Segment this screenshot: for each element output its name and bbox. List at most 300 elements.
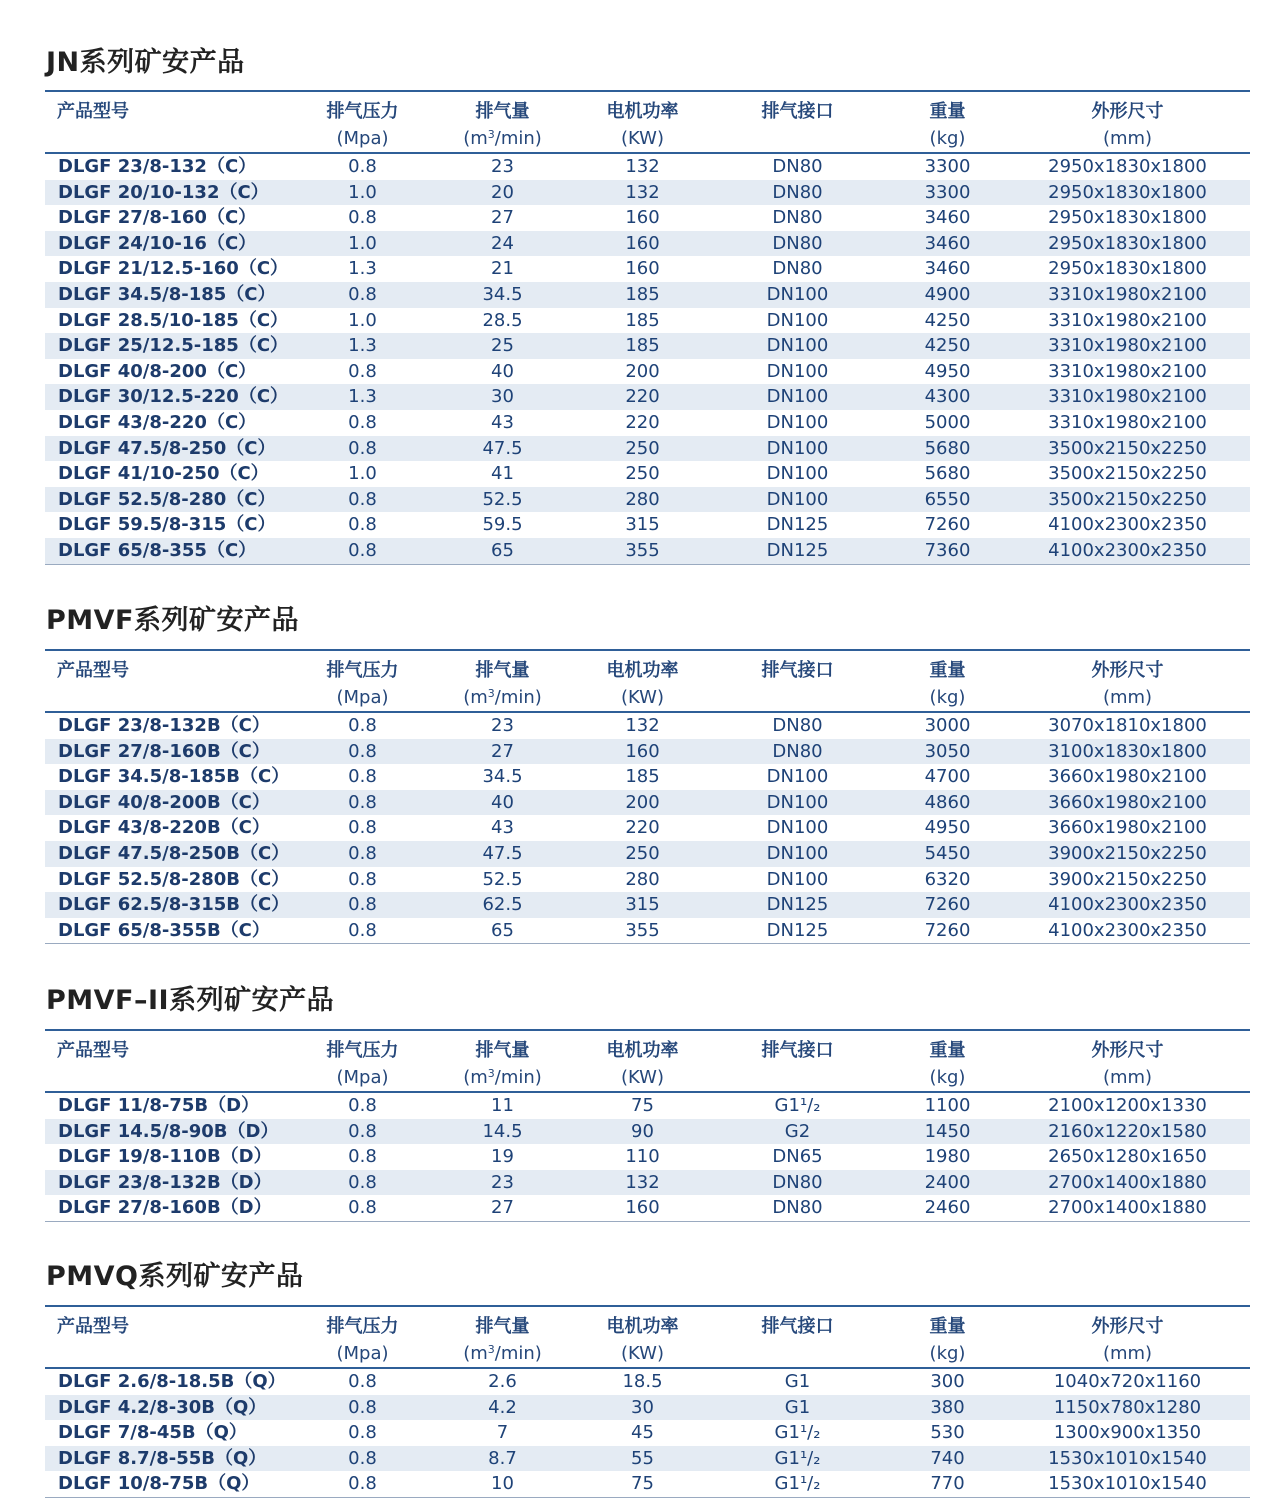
header-model-label: 产品型号: [57, 101, 129, 122]
table-cell: 55: [631, 1447, 654, 1469]
table-cell: 47.5: [482, 437, 523, 459]
table-cell: 160: [625, 207, 660, 229]
table-cell: DLGF 47.5/8-250（C）: [58, 437, 276, 459]
table-cell: 0.8: [348, 1120, 377, 1142]
header-outlet: [725, 1313, 870, 1340]
header-model-label: 产品型号: [57, 1040, 129, 1061]
table-cell: 1.3: [348, 386, 377, 408]
table-row: [45, 841, 1250, 867]
table-cell: DN80: [772, 207, 823, 229]
header-outlet: [725, 1037, 870, 1064]
table-cell: 2400: [924, 1171, 971, 1193]
table-cell: DLGF 34.5/8-185B（C）: [58, 766, 290, 788]
table-cell: 0.8: [348, 1146, 377, 1168]
table-cell: 0.8: [348, 919, 377, 941]
table-cell: 4700: [924, 766, 971, 788]
table-cell: 59.5: [482, 514, 523, 536]
header-flow: [435, 1037, 570, 1091]
header-size-label: 外形尺寸: [1091, 1316, 1164, 1337]
table-cell: 0.8: [348, 1473, 377, 1495]
header-power: [575, 657, 710, 711]
header-pressure-label: 排气压力: [326, 101, 399, 122]
table-cell: 1450: [924, 1120, 971, 1142]
table-cell: 27: [491, 207, 514, 229]
table-cell: 24: [491, 232, 514, 254]
table-cell: DLGF 23/8-132（C）: [58, 156, 257, 177]
table-cell: 4950: [924, 360, 971, 382]
table-cell: G1: [784, 1396, 811, 1418]
table-cell: 18.5: [622, 1371, 663, 1392]
table-cell: 4100x2300x2350: [1048, 919, 1207, 941]
table-cell: DN125: [766, 514, 829, 536]
table-cell: 185: [625, 283, 660, 305]
table-cell: 132: [625, 1171, 660, 1193]
table-cell: DN125: [766, 894, 829, 916]
header-flow: [435, 1313, 570, 1367]
table-cell: 3460: [924, 207, 971, 229]
header-weight-label: 重量: [929, 1316, 966, 1337]
table-cell: DN80: [772, 232, 823, 254]
table-cell: 1.3: [348, 258, 377, 280]
header-weight-unit: (kg): [929, 1343, 966, 1364]
header-pressure-label: 排气压力: [326, 1040, 399, 1061]
header-weight-label: 重量: [929, 1040, 966, 1061]
table-cell: 4.2: [488, 1396, 517, 1418]
table-body: [45, 1093, 1250, 1222]
table-cell: 41: [491, 463, 514, 485]
table-row: [45, 436, 1250, 462]
table-row: [45, 256, 1250, 282]
table-cell: 1.0: [348, 232, 377, 254]
header-weight-unit: (kg): [929, 1067, 966, 1088]
table-cell: 3000: [924, 715, 971, 736]
table-cell: 1.0: [348, 181, 377, 203]
table-cell: 3310x1980x2100: [1048, 335, 1207, 357]
header-pressure: [295, 1037, 430, 1091]
table-cell: 5450: [924, 842, 971, 864]
table-cell: 2950x1830x1800: [1048, 232, 1207, 254]
table-cell: DLGF 25/12.5-185（C）: [58, 335, 289, 357]
spec-table: [45, 1029, 1250, 1222]
table-cell: 3660x1980x2100: [1048, 791, 1207, 813]
table-cell: 0.8: [348, 539, 377, 561]
table-cell: G2: [784, 1120, 811, 1142]
table-cell: DN80: [772, 258, 823, 280]
table-cell: 132: [625, 181, 660, 203]
table-cell: 250: [625, 437, 660, 459]
table-cell: DN100: [766, 283, 829, 305]
table-cell: 10: [491, 1473, 514, 1495]
table-cell: 0.8: [348, 1171, 377, 1193]
table-cell: 160: [625, 232, 660, 254]
table-cell: 0.8: [348, 715, 377, 736]
table-cell: DLGF 65/8-355（C）: [58, 539, 257, 561]
table-header: [45, 649, 1250, 713]
table-cell: 0.8: [348, 488, 377, 510]
table-row: [45, 739, 1250, 765]
table-cell: DLGF 47.5/8-250B（C）: [58, 842, 290, 864]
header-pressure-unit: (Mpa): [336, 128, 389, 149]
header-flow: [435, 98, 570, 152]
table-cell: 1.0: [348, 463, 377, 485]
table-cell: DLGF 34.5/8-185（C）: [58, 283, 276, 305]
flow-unit-sup: 3: [487, 128, 495, 141]
table-cell: 0.8: [348, 894, 377, 916]
table-cell: DLGF 23/8-132B（C）: [58, 715, 270, 736]
table-body: [45, 1369, 1250, 1498]
table-cell: 0.8: [348, 437, 377, 459]
table-cell: DLGF 52.5/8-280（C）: [58, 488, 276, 510]
table-cell: 3460: [924, 258, 971, 280]
table-cell: DLGF 59.5/8-315（C）: [58, 514, 276, 536]
table-cell: 23: [491, 156, 514, 177]
header-size: [1020, 1313, 1235, 1367]
table-cell: 1530x1010x1540: [1048, 1473, 1207, 1495]
table-cell: DN100: [766, 309, 829, 331]
table-cell: 0.8: [348, 1447, 377, 1469]
table-cell: DLGF 43/8-220（C）: [58, 411, 257, 433]
header-size-label: 外形尺寸: [1091, 1040, 1164, 1061]
header-flow-unit: [435, 1340, 570, 1367]
header-power: [575, 1037, 710, 1091]
table-cell: 3900x2150x2250: [1048, 842, 1207, 864]
table-cell: 75: [631, 1473, 654, 1495]
table-cell: 2950x1830x1800: [1048, 258, 1207, 280]
table-cell: DLGF 65/8-355B（C）: [58, 919, 270, 941]
table-cell: 0.8: [348, 1371, 377, 1392]
header-size-unit: (mm): [1102, 1067, 1153, 1088]
table-cell: DN80: [772, 715, 823, 736]
table-row: [45, 713, 1250, 739]
table-row: [45, 1170, 1250, 1196]
table-cell: 30: [631, 1396, 654, 1418]
header-model: [57, 1313, 257, 1340]
flow-unit-pre: (m: [463, 128, 488, 149]
table-row: [45, 205, 1250, 231]
header-flow: [435, 657, 570, 711]
table-row: [45, 180, 1250, 206]
header-power-label: 电机功率: [606, 1316, 679, 1337]
table-row: [45, 1420, 1250, 1446]
table-cell: 27: [491, 1197, 514, 1219]
header-size-unit: (mm): [1102, 687, 1153, 708]
table-cell: 1.0: [348, 309, 377, 331]
section-title: PMVF–II系列矿安产品: [46, 985, 335, 1016]
section-title: PMVQ系列矿安产品: [46, 1261, 304, 1292]
flow-unit-pre: (m: [463, 1343, 488, 1364]
table-cell: 0.8: [348, 1095, 377, 1116]
table-cell: 2650x1280x1650: [1048, 1146, 1207, 1168]
table-cell: 4100x2300x2350: [1048, 894, 1207, 916]
table-cell: 315: [625, 894, 660, 916]
table-cell: 160: [625, 740, 660, 762]
table-cell: DLGF 27/8-160B（D）: [58, 1197, 272, 1219]
table-row: [45, 282, 1250, 308]
table-cell: 220: [625, 386, 660, 408]
table-cell: 2950x1830x1800: [1048, 156, 1207, 177]
table-body: [45, 713, 1250, 944]
table-cell: DN80: [772, 1171, 823, 1193]
flow-unit-sup: 3: [487, 1067, 495, 1080]
table-cell: 200: [625, 791, 660, 813]
table-row: [45, 1093, 1250, 1119]
header-size: [1020, 1037, 1235, 1091]
header-power-unit: (KW): [620, 1067, 664, 1088]
table-cell: 530: [930, 1422, 965, 1444]
table-cell: DN65: [772, 1146, 823, 1168]
table-cell: DLGF 62.5/8-315B（C）: [58, 894, 290, 916]
table-row: [45, 333, 1250, 359]
header-pressure: [295, 1313, 430, 1367]
table-cell: 4900: [924, 283, 971, 305]
table-cell: DLGF 21/12.5-160（C）: [58, 258, 289, 280]
table-cell: 5000: [924, 411, 971, 433]
table-cell: 52.5: [482, 488, 523, 510]
table-cell: 280: [625, 868, 660, 890]
header-model-label: 产品型号: [57, 660, 129, 681]
table-cell: DLGF 14.5/8-90B（D）: [58, 1120, 279, 1142]
table-cell: DLGF 43/8-220B（C）: [58, 817, 270, 839]
table-cell: 0.8: [348, 842, 377, 864]
header-weight-unit: (kg): [929, 687, 966, 708]
table-cell: 0.8: [348, 817, 377, 839]
header-flow-unit: [435, 125, 570, 152]
header-flow-label: 排气量: [475, 101, 530, 122]
table-cell: 28.5: [482, 309, 523, 331]
table-cell: 3500x2150x2250: [1048, 488, 1207, 510]
section-title: PMVF系列矿安产品: [46, 605, 299, 636]
header-size-label: 外形尺寸: [1091, 101, 1164, 122]
table-row: [45, 487, 1250, 513]
header-outlet: [725, 657, 870, 684]
table-cell: 6550: [924, 488, 971, 510]
header-flow-label: 排气量: [475, 660, 530, 681]
header-model: [57, 657, 257, 684]
table-cell: 3500x2150x2250: [1048, 463, 1207, 485]
table-cell: 20: [491, 181, 514, 203]
table-cell: DN80: [772, 740, 823, 762]
table-cell: 3310x1980x2100: [1048, 309, 1207, 331]
table-cell: 250: [625, 463, 660, 485]
flow-unit-sup: 3: [487, 687, 495, 700]
table-cell: DN125: [766, 539, 829, 561]
header-outlet-label: 排气接口: [761, 1316, 834, 1337]
table-cell: 185: [625, 309, 660, 331]
header-weight: [880, 98, 1015, 152]
table-cell: 3100x1830x1800: [1048, 740, 1207, 762]
table-cell: G1¹/₂: [774, 1447, 821, 1469]
table-row: [45, 790, 1250, 816]
table-cell: 4250: [924, 335, 971, 357]
table-cell: 90: [631, 1120, 654, 1142]
table-cell: 7: [496, 1422, 509, 1444]
header-weight-unit: (kg): [929, 128, 966, 149]
header-model: [57, 98, 257, 125]
table-cell: 132: [625, 156, 660, 177]
table-cell: 5680: [924, 437, 971, 459]
table-cell: 0.8: [348, 207, 377, 229]
table-cell: DLGF 24/10-16（C）: [58, 232, 257, 254]
table-cell: 315: [625, 514, 660, 536]
table-cell: 52.5: [482, 868, 523, 890]
table-row: [45, 1144, 1250, 1170]
table-cell: 34.5: [482, 283, 523, 305]
table-cell: DLGF 10/8-75B（Q）: [58, 1473, 260, 1495]
table-cell: DN100: [766, 386, 829, 408]
table-cell: 0.8: [348, 156, 377, 177]
table-cell: DLGF 23/8-132B（D）: [58, 1171, 272, 1193]
table-cell: 3300: [924, 156, 971, 177]
header-power-label: 电机功率: [606, 660, 679, 681]
flow-unit-post: /min): [494, 128, 542, 149]
table-cell: 3310x1980x2100: [1048, 283, 1207, 305]
table-row: [45, 1446, 1250, 1472]
table-cell: 43: [491, 411, 514, 433]
header-power-label: 电机功率: [606, 101, 679, 122]
table-cell: 185: [625, 335, 660, 357]
spec-table: [45, 90, 1250, 565]
table-cell: 65: [491, 919, 514, 941]
table-row: [45, 410, 1250, 436]
table-cell: DN80: [772, 1197, 823, 1219]
table-cell: DN100: [766, 360, 829, 382]
header-power-unit: (KW): [620, 687, 664, 708]
table-cell: 14.5: [482, 1120, 523, 1142]
table-cell: 110: [625, 1146, 660, 1168]
table-cell: 3300: [924, 181, 971, 203]
table-row: [45, 892, 1250, 918]
flow-unit-post: /min): [494, 1343, 542, 1364]
header-weight-label: 重量: [929, 660, 966, 681]
table-cell: DN80: [772, 156, 823, 177]
table-row: [45, 231, 1250, 257]
table-cell: G1: [784, 1371, 811, 1392]
header-power-unit: (KW): [620, 128, 664, 149]
table-cell: DLGF 2.6/8-18.5B（Q）: [58, 1371, 286, 1392]
table-cell: DLGF 52.5/8-280B（C）: [58, 868, 290, 890]
table-row: [45, 154, 1250, 180]
spec-table: [45, 1305, 1250, 1498]
table-cell: DN80: [772, 181, 823, 203]
header-power: [575, 1313, 710, 1367]
flow-unit-sup: 3: [487, 1343, 495, 1356]
table-cell: DLGF 4.2/8-30B（Q）: [58, 1396, 267, 1418]
table-cell: DLGF 41/10-250（C）: [58, 463, 269, 485]
header-size-label: 外形尺寸: [1091, 660, 1164, 681]
table-cell: 3460: [924, 232, 971, 254]
table-row: [45, 359, 1250, 385]
table-cell: 3900x2150x2250: [1048, 868, 1207, 890]
table-cell: 1300x900x1350: [1053, 1422, 1202, 1444]
table-cell: 4250: [924, 309, 971, 331]
table-cell: 0.8: [348, 1422, 377, 1444]
table-row: [45, 867, 1250, 893]
table-cell: 0.8: [348, 766, 377, 788]
header-pressure: [295, 657, 430, 711]
table-cell: 8.7: [488, 1447, 517, 1469]
table-row: [45, 308, 1250, 334]
table-cell: 4860: [924, 791, 971, 813]
table-cell: 4100x2300x2350: [1048, 514, 1207, 536]
header-weight: [880, 657, 1015, 711]
table-cell: 25: [491, 335, 514, 357]
table-cell: 62.5: [482, 894, 523, 916]
header-outlet: [725, 98, 870, 125]
table-cell: G1¹/₂: [774, 1422, 821, 1444]
table-cell: DLGF 27/8-160（C）: [58, 207, 257, 229]
table-cell: 4100x2300x2350: [1048, 539, 1207, 561]
table-cell: 0.8: [348, 411, 377, 433]
header-outlet-label: 排气接口: [761, 1040, 834, 1061]
table-cell: 1.3: [348, 335, 377, 357]
table-row: [45, 461, 1250, 487]
table-row: [45, 1369, 1250, 1395]
table-cell: 4950: [924, 817, 971, 839]
table-cell: 27: [491, 740, 514, 762]
table-cell: DN100: [766, 791, 829, 813]
table-cell: 0.8: [348, 740, 377, 762]
table-header: [45, 1029, 1250, 1093]
header-pressure-label: 排气压力: [326, 660, 399, 681]
table-cell: DN100: [766, 437, 829, 459]
table-cell: 43: [491, 817, 514, 839]
header-pressure-unit: (Mpa): [336, 1067, 389, 1088]
table-cell: G1¹/₂: [774, 1473, 821, 1495]
table-cell: 160: [625, 258, 660, 280]
table-cell: 7260: [924, 894, 971, 916]
table-row: [45, 918, 1250, 944]
table-cell: DLGF 40/8-200（C）: [58, 360, 257, 382]
table-cell: 0.8: [348, 283, 377, 305]
header-pressure-unit: (Mpa): [336, 687, 389, 708]
header-flow-unit: [435, 684, 570, 711]
table-cell: DLGF 27/8-160B（C）: [58, 740, 270, 762]
table-row: [45, 764, 1250, 790]
table-cell: 220: [625, 817, 660, 839]
table-cell: DLGF 11/8-75B（D）: [58, 1095, 260, 1116]
table-cell: 7360: [924, 539, 971, 561]
table-cell: 2100x1200x1330: [1048, 1095, 1207, 1116]
table-cell: 1040x720x1160: [1053, 1371, 1202, 1392]
table-cell: 3070x1810x1800: [1048, 715, 1207, 736]
table-cell: 2460: [924, 1197, 971, 1219]
table-cell: 3660x1980x2100: [1048, 766, 1207, 788]
table-header: [45, 1305, 1250, 1369]
table-cell: 34.5: [482, 766, 523, 788]
header-power-label: 电机功率: [606, 1040, 679, 1061]
table-cell: 19: [491, 1146, 514, 1168]
table-cell: DLGF 8.7/8-55B（Q）: [58, 1447, 267, 1469]
table-cell: 45: [631, 1422, 654, 1444]
table-cell: DN100: [766, 842, 829, 864]
flow-unit-post: /min): [494, 687, 542, 708]
table-cell: DLGF 28.5/10-185（C）: [58, 309, 289, 331]
table-cell: 185: [625, 766, 660, 788]
table-cell: 75: [631, 1095, 654, 1116]
table-cell: DLGF 7/8-45B（Q）: [58, 1422, 247, 1444]
table-cell: 30: [491, 386, 514, 408]
header-power-unit: (KW): [620, 1343, 664, 1364]
table-cell: 0.8: [348, 1396, 377, 1418]
table-cell: 1150x780x1280: [1053, 1396, 1202, 1418]
table-cell: DLGF 19/8-110B（D）: [58, 1146, 272, 1168]
table-cell: 220: [625, 411, 660, 433]
table-cell: 132: [625, 715, 660, 736]
table-cell: DN100: [766, 868, 829, 890]
header-outlet-label: 排气接口: [761, 101, 834, 122]
spec-table: [45, 649, 1250, 944]
table-cell: 0.8: [348, 360, 377, 382]
